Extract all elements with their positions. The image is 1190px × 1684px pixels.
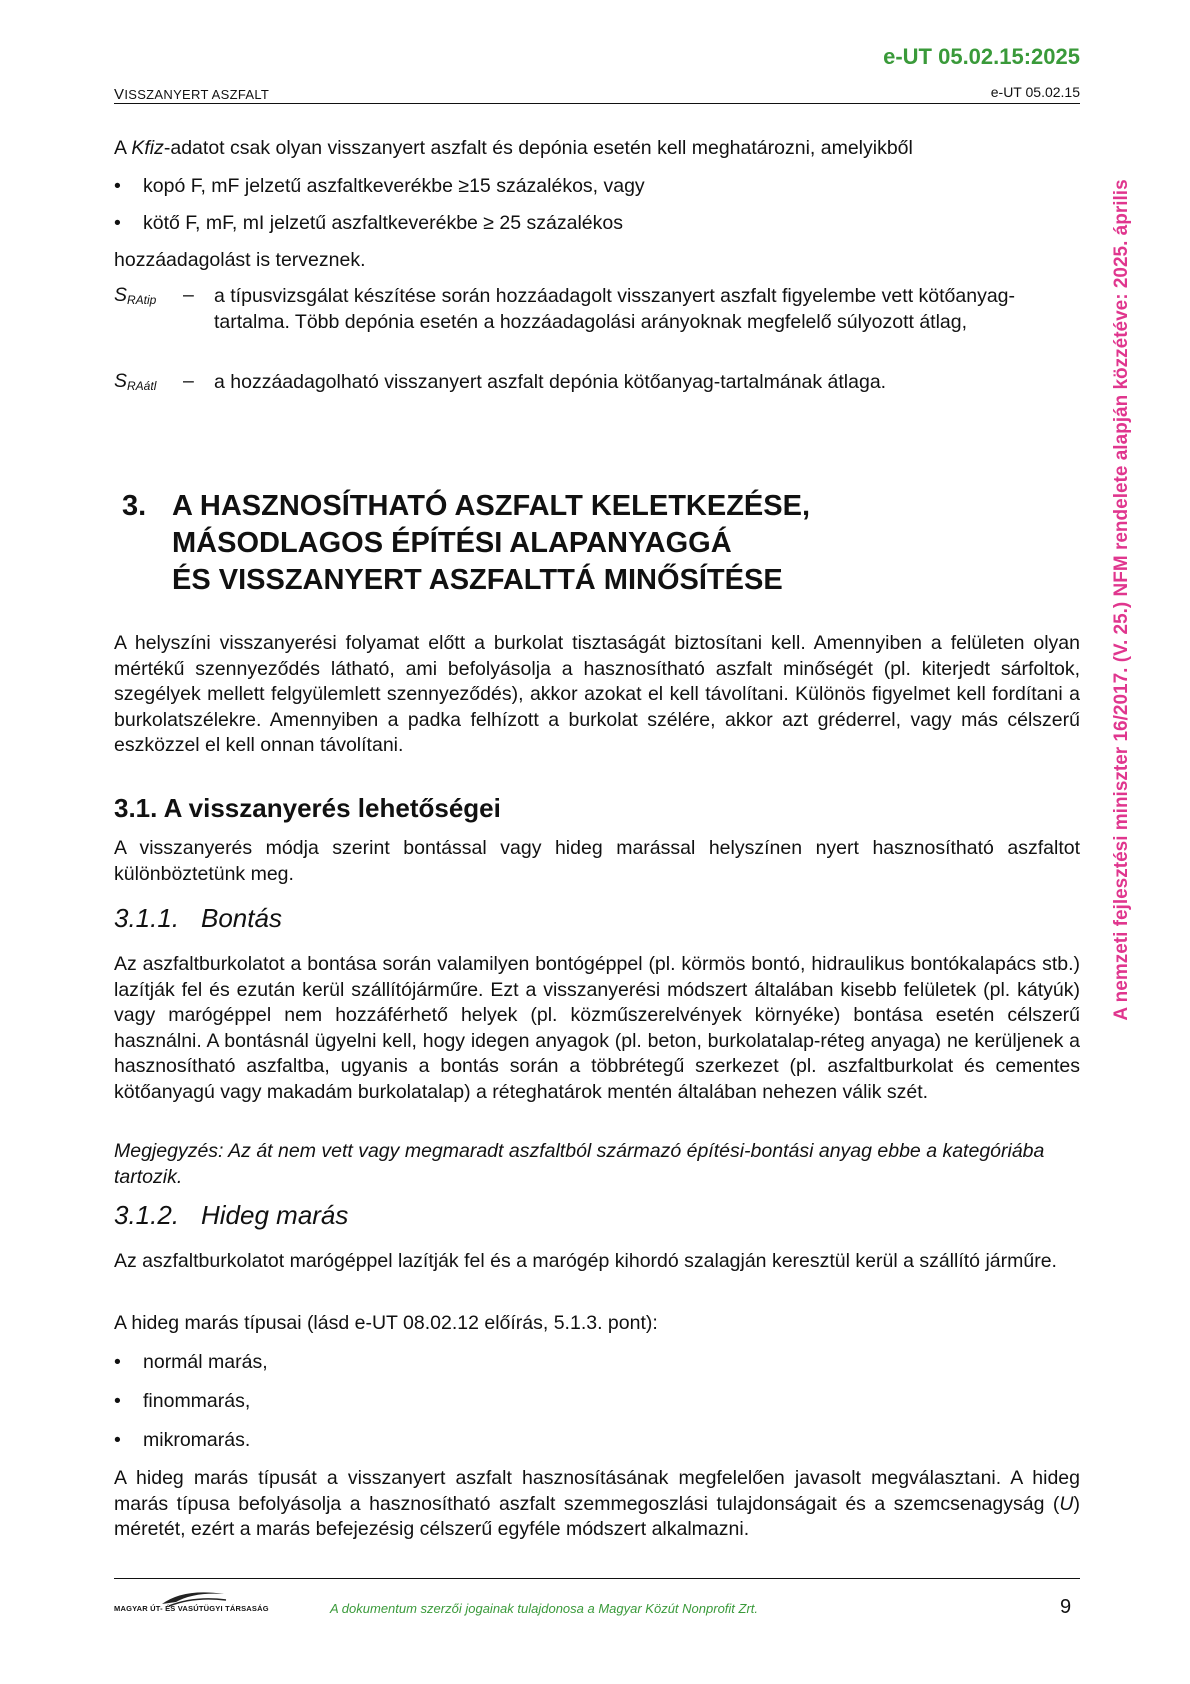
symbol-letter: S [114, 284, 128, 306]
bullet-icon: • [114, 1390, 121, 1412]
section-title-text: Hideg marás [201, 1200, 349, 1230]
running-title [114, 86, 269, 103]
list-item-text: kötő F, mF, mI jelzetű aszfaltkeverékbe ≥ 25 százalékos [143, 212, 623, 234]
definition-text: a típusvizsgálat készítése során hozzáadagolt visszanyert aszfalt figyelembe vett kötőanyag-tartalma. Több depónia esetén a hozzáadagolási arányoknak megfelelő súlyozott átlag, [214, 285, 1016, 333]
bullet-icon: • [114, 1429, 121, 1451]
definition-text: a hozzáadagolható visszanyert aszfalt depónia kötőanyag-tartalmának átlaga. [214, 371, 887, 393]
list-item [114, 211, 623, 236]
section-3-1-2-paragraph-3 [114, 1466, 1080, 1543]
section-3-title-line: MÁSODLAGOS ÉPÍTÉSI ALAPANYAGGÁ [172, 527, 732, 559]
section-3-1-title: 3.1. A visszanyerés lehetőségei [114, 793, 501, 823]
list-item [114, 1389, 250, 1414]
paragraph-part: A hideg marás típusát a visszanyert aszfalt hasznosításának megfelelően javasolt megválasztani. A hideg marás típusa befolyásolja a hasznosítható aszfalt szemmegoszlási tulajdonságait és a szemcsenagyság ( [114, 1467, 1080, 1515]
bullet-icon: • [114, 175, 121, 197]
definition-dash: – [183, 370, 194, 392]
running-code: e-UT 05.02.15 [990, 84, 1080, 100]
section-3-title-line: ÉS VISSZANYERT ASZFALTTÁ MINŐSÍTÉSE [172, 564, 783, 596]
running-title-initial: V [114, 86, 125, 103]
section-3-number: 3. [122, 490, 147, 522]
list-item [114, 174, 645, 199]
note-paragraph: Megjegyzés: Az át nem vett vagy megmaradt aszfaltból származó építési-bontási anyag ebbe a kategóriába tartozik. [114, 1140, 1045, 1188]
society-logo-text: MAGYAR ÚT- ÉS VASÚTÜGYI TÁRSASÁG [114, 1604, 269, 1613]
section-3-1-2-paragraph-1: Az aszfaltburkolatot marógéppel lazítják fel és a marógép kihordó szalagján keresztül kerül a szállító járműre. [114, 1250, 1057, 1272]
side-note-text: A nemzeti fejlesztési miniszter 16/2017. (V. 25.) NFM rendelete alapján közzétéve: 2025. április [1111, 179, 1132, 1021]
section-3-title [172, 488, 1012, 599]
bullet-icon: • [114, 212, 121, 234]
symbol-letter: S [114, 370, 128, 392]
section-3-paragraph: A helyszíni visszanyerési folyamat előtt a burkolat tisztaságát biztosítani kell. Amennyiben a felületen olyan mértékű szennyeződés látható, ami befolyásolja a hasznosítható aszfalt minőségét (pl. kiterjedt sárfoltok, szegélyek mellett felgyülemlett szennyeződés), akkor azokat el kell távolítani. Különös figyelmet kell fordítani a burkolatszélekre. Amennyiben a padka felhízott a burkolat szélére, akkor azt gréderrel, vagy más célszerű eszközzel el kell onnan távolítani. [114, 632, 1080, 756]
list-item [114, 1428, 250, 1453]
section-title-text: Bontás [201, 903, 282, 933]
section-3-1-2-title [114, 1200, 348, 1231]
section-number: 3.1.2. [114, 1200, 180, 1230]
intro-paragraph [114, 136, 1080, 162]
bullet-icon: • [114, 1351, 121, 1373]
definition-symbol [114, 284, 156, 307]
paragraph-part: ) méretét, ezért a marás befejezésig célszerű egyféle módszert alkalmazni. [114, 1492, 1080, 1540]
symbol-subscript: RAtip [127, 293, 157, 307]
section-number: 3.1.1. [114, 903, 180, 933]
footer-divider [114, 1578, 1080, 1579]
paragraph-italic-u: U [1059, 1492, 1074, 1515]
section-3-title-line: A HASZNOSÍTHATÓ ASZFALT KELETKEZÉSE, [172, 490, 810, 522]
header-divider [114, 103, 1080, 104]
copyright-notice: A dokumentum szerzői jogainak tulajdonosa a Magyar Közút Nonprofit Zrt. [330, 1601, 759, 1616]
page-number: 9 [1060, 1596, 1072, 1618]
list-item-text: mikromarás. [143, 1429, 251, 1451]
intro-italic-kfiz: Kfiz [131, 137, 164, 159]
list-item-text: finommarás, [143, 1390, 251, 1412]
section-3-1-2-paragraph-2: A hideg marás típusai (lásd e-UT 08.02.12 előírás, 5.1.3. pont): [114, 1312, 658, 1334]
section-3-1-paragraph: A visszanyerés módja szerint bontással vagy hideg marással helyszínen nyert hasznosítható aszfaltot különböztetünk meg. [114, 837, 1080, 885]
symbol-subscript: RAátl [127, 379, 157, 393]
document-code: e-UT 05.02.15:2025 [883, 44, 1080, 69]
list-item-text: normál marás, [143, 1351, 268, 1373]
society-logo-icon [114, 1582, 264, 1622]
definition-dash: – [183, 284, 194, 306]
list-item-text: kopó F, mF jelzetű aszfaltkeverékbe ≥15 százalékos, vagy [143, 175, 645, 197]
definition-symbol [114, 370, 156, 393]
intro-prefix: A [114, 137, 132, 159]
running-title-rest: ISSZANYERT ASZFALT [124, 87, 270, 102]
list-item [114, 1350, 268, 1375]
section-3-1-1-paragraph: Az aszfaltburkolatot a bontása során valamilyen bontógéppel (pl. körmös bontó, hidraulikus bontókalapács stb.) lazítják fel és ezután kerül szállítójárműre. Ezt a visszanyerési módszert általában kisebb felületek (pl. kátyúk) vagy marógéppel nem hozzáférhető helyek (pl. közműszerelvények környéke) bontása esetén célszerű használni. A bontásnál ügyelni kell, hogy idegen anyagok (pl. beton, burkolatalap-réteg anyaga) ne kerüljenek a hasznosítható aszfaltba, ugyanis a bontás során a többrétegű szerkezet (pl. aszfaltburkolat és cementes kötőanyagú vagy makadám burkolatalap) a réteghatárok mentén általában nehezen válik szét. [114, 953, 1080, 1103]
intro-suffix: -adatot csak olyan visszanyert aszfalt és depónia esetén kell meghatározni, amelyikből [163, 137, 913, 159]
section-3-1-1-title [114, 903, 282, 934]
intro-paragraph-2: hozzáadagolást is terveznek. [114, 249, 366, 271]
